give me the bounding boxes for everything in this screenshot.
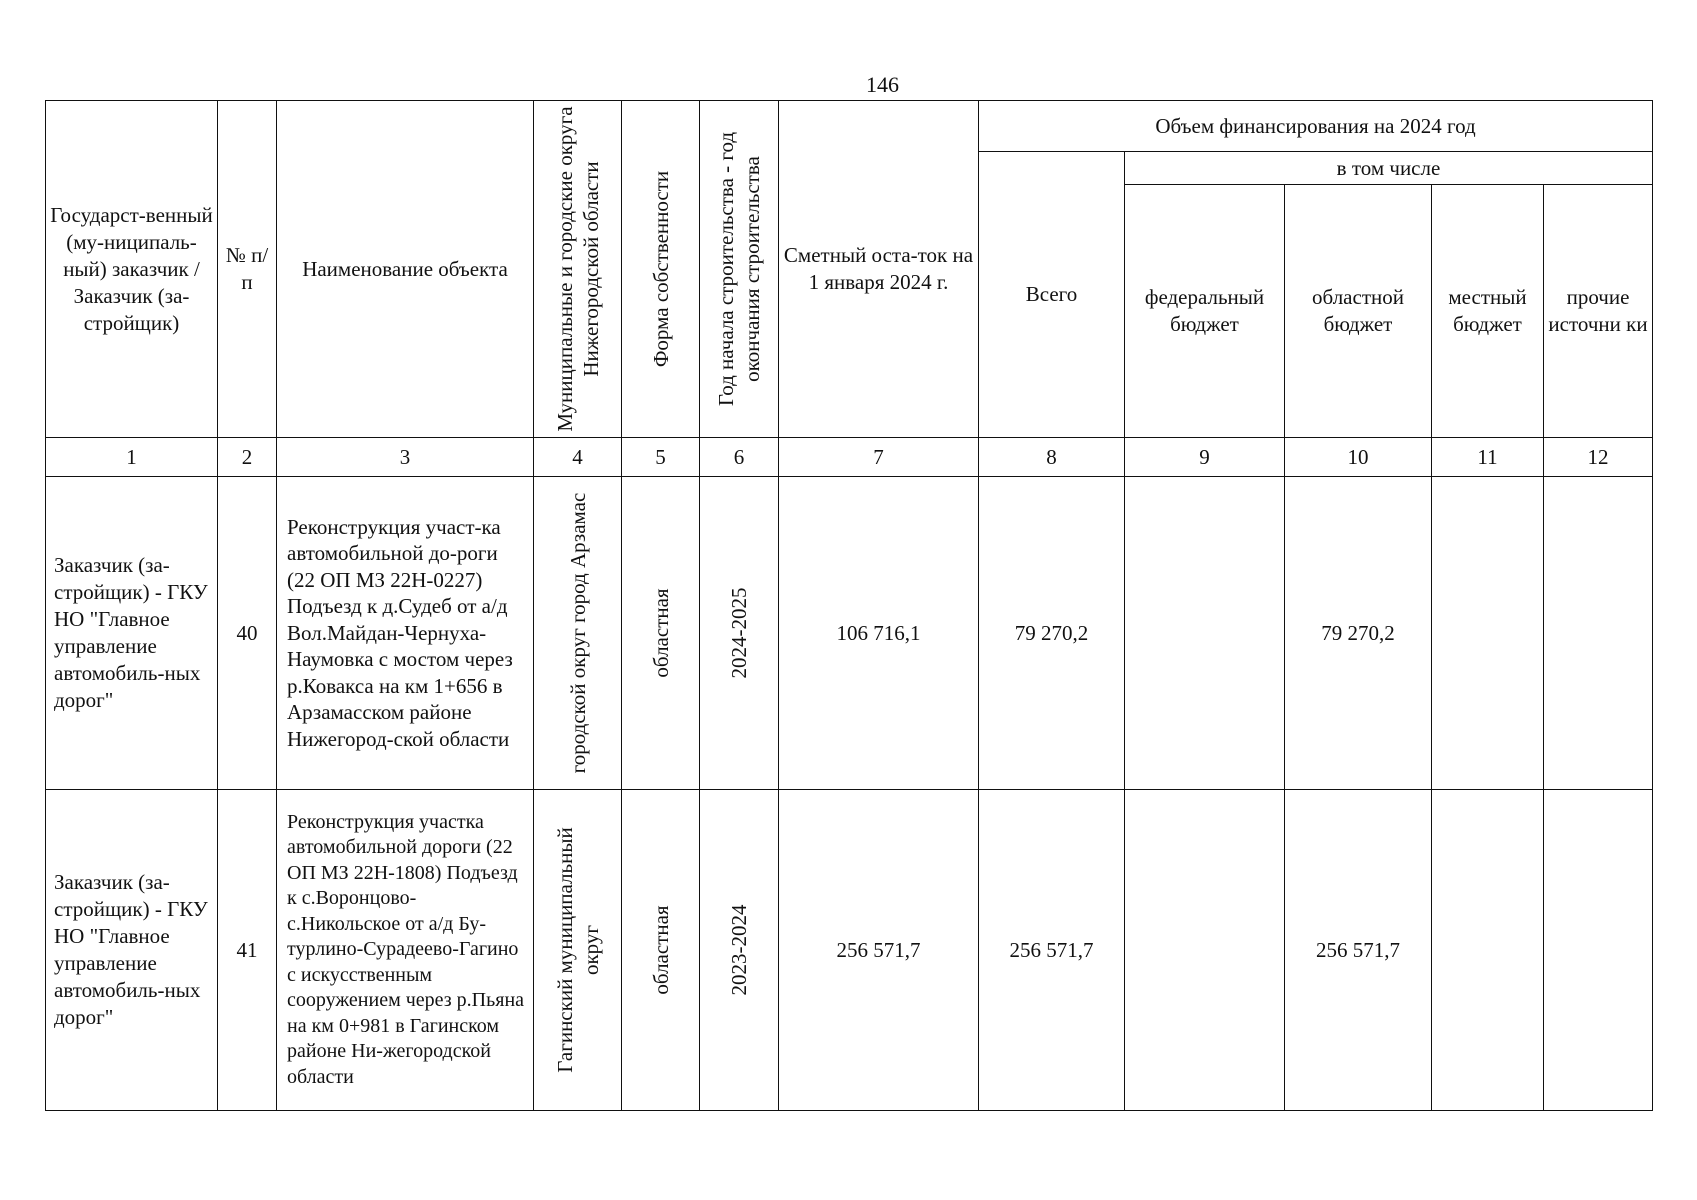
ownership-cell: областная [622, 790, 700, 1111]
total-cell: 79 270,2 [979, 477, 1125, 790]
header-funding-title: Объем финансирования на 2024 год [979, 101, 1653, 152]
header-other: прочие источни ки [1544, 185, 1653, 438]
header-estimate-remainder: Сметный оста-ток на 1 января 2024 г. [779, 101, 979, 438]
column-number: 3 [277, 438, 534, 477]
column-number: 7 [779, 438, 979, 477]
header-regional: областной бюджет [1285, 185, 1432, 438]
header-total: Всего [979, 152, 1125, 438]
customer-cell: Заказчик (за-стройщик) - ГКУ НО "Главное управление автомобиль-ных дорог" [46, 477, 218, 790]
header-row-1 [46, 101, 1653, 152]
years-cell: 2024-2025 [700, 477, 779, 790]
regional-cell: 79 270,2 [1285, 477, 1432, 790]
column-number: 2 [218, 438, 277, 477]
local-cell [1432, 790, 1544, 1111]
other-cell [1544, 790, 1653, 1111]
years-cell: 2023-2024 [700, 790, 779, 1111]
header-object-name: Наименование объекта [277, 101, 534, 438]
federal-cell [1125, 790, 1285, 1111]
customer-cell: Заказчик (за-стройщик) - ГКУ НО "Главное управление автомобиль-ных дорог" [46, 790, 218, 1111]
column-number: 12 [1544, 438, 1653, 477]
district-cell: городской округ город Арзамас [534, 477, 622, 790]
local-cell [1432, 477, 1544, 790]
district-cell: Гагинский муниципальный округ [534, 790, 622, 1111]
column-number: 1 [46, 438, 218, 477]
page-number: 146 [866, 72, 899, 97]
column-number: 6 [700, 438, 779, 477]
table-row [46, 790, 1653, 1111]
header-federal: федеральный бюджет [1125, 185, 1285, 438]
header-including: в том числе [1125, 152, 1653, 185]
number-cell: 40 [218, 477, 277, 790]
column-number: 8 [979, 438, 1125, 477]
other-cell [1544, 477, 1653, 790]
column-numbers-row [46, 438, 1653, 477]
column-number: 4 [534, 438, 622, 477]
column-number: 5 [622, 438, 700, 477]
header-local: местный бюджет [1432, 185, 1544, 438]
number-cell: 41 [218, 790, 277, 1111]
header-district: Муниципальные и городские округа Нижегородской области [534, 101, 622, 438]
estimate-remainder-cell: 256 571,7 [779, 790, 979, 1111]
header-customer: Государст-венный (му-ниципаль-ный) заказчик / Заказчик (за-стройщик) [46, 101, 218, 438]
federal-cell [1125, 477, 1285, 790]
column-number: 11 [1432, 438, 1544, 477]
header-number: № п/п [218, 101, 277, 438]
table-row [46, 477, 1653, 790]
object-name-cell: Реконструкция участ-ка автомобильной до-роги (22 ОП МЗ 22Н-0227) Подъезд к д.Судеб от а/д Вол.Майдан-Чернуха-Наумовка с мостом через р.Ковакса на км 1+656 в Арзамасском районе Нижегород-ской области [277, 477, 534, 790]
header-years: Год начала строительства - год окончания строительства [700, 101, 779, 438]
regional-cell: 256 571,7 [1285, 790, 1432, 1111]
estimate-remainder-cell: 106 716,1 [779, 477, 979, 790]
object-name-cell: Реконструкция участка автомобильной дороги (22 ОП МЗ 22Н-1808) Подъезд к с.Воронцово-с.Никольское от а/д Бу-турлино-Сурадеево-Гагино с искусственным сооружением через р.Пьяна на км 0+981 в Гагинском районе Ни-жегородской области [277, 790, 534, 1111]
column-number: 9 [1125, 438, 1285, 477]
header-ownership: Форма собственности [622, 101, 700, 438]
ownership-cell: областная [622, 477, 700, 790]
total-cell: 256 571,7 [979, 790, 1125, 1111]
column-number: 10 [1285, 438, 1432, 477]
financing-table [45, 100, 1653, 1111]
